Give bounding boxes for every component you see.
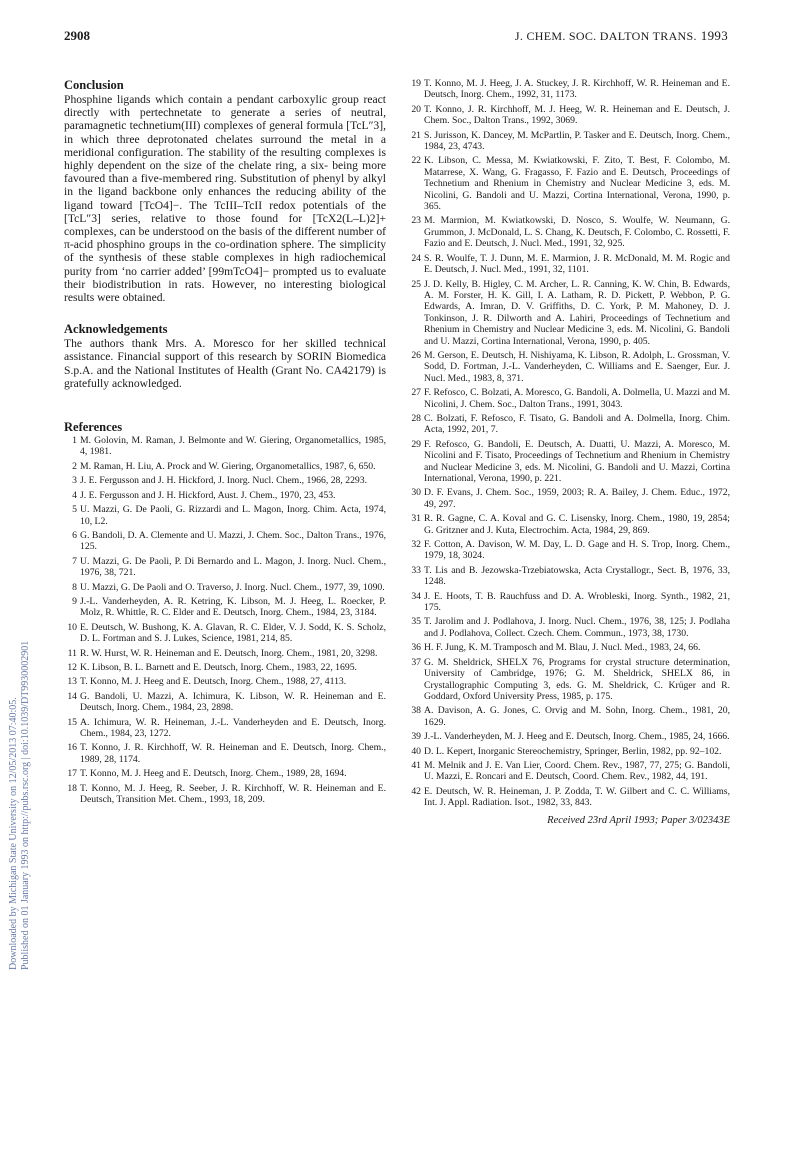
reference-number: 34 — [411, 590, 421, 602]
reference-item — [64, 622, 386, 645]
reference-text: U. Mazzi, G. De Paoli and O. Traverso, J. Inorg. Nucl. Chem., 1977, 39, 1090. — [80, 581, 385, 593]
acknowledgements-heading: Acknowledgements — [64, 322, 168, 337]
reference-text: H. F. Jung, K. M. Tramposch and M. Blau, J. Nucl. Med., 1983, 24, 66. — [424, 642, 701, 654]
reference-number: 27 — [411, 387, 421, 399]
reference-number: 33 — [411, 564, 421, 576]
reference-text: M. Raman, H. Liu, A. Prock and W. Giering, Organometallics, 1987, 6, 650. — [80, 460, 376, 472]
reference-number: 37 — [411, 656, 421, 668]
reference-item — [64, 717, 386, 740]
reference-item — [408, 350, 730, 384]
reference-item — [408, 513, 730, 536]
reference-number: 19 — [411, 78, 421, 89]
reference-number: 25 — [411, 278, 421, 290]
reference-item — [64, 783, 386, 806]
reference-text: G. M. Sheldrick, SHELX 76, Programs for crystal structure determination, University of Cambridge, 1976; G. M. Sheldrick, SHELX 86, in Crystallographic Computing 3, eds. G. M. Sheldrick, C. Krüger and R. Goddard, Oxford University Press, 1985, p. 175. — [424, 656, 730, 702]
reference-item — [408, 539, 730, 562]
reference-item — [408, 487, 730, 510]
reference-number: 11 — [67, 647, 77, 659]
reference-item — [64, 742, 386, 765]
reference-number: 3 — [72, 475, 77, 487]
references-list-right — [408, 78, 730, 809]
references-list-left — [64, 435, 386, 805]
reference-number: 17 — [67, 768, 77, 780]
reference-item — [64, 490, 386, 501]
reference-item — [408, 253, 730, 276]
reference-number: 31 — [411, 513, 421, 525]
reference-text: G. Bandoli, U. Mazzi, A. Ichimura, K. Libson, W. R. Heineman and E. Deutsch, Inorg. Chem., 1984, 23, 2898. — [80, 690, 386, 714]
reference-item — [408, 786, 730, 809]
acknowledgements-text: The authors thank Mrs. A. Moresco for her skilled technical assistance. Financial support of this research by SORIN Biomedica S.p.A. and the National Institutes of Health (Grant No. CA42179) is gratefully acknowledged. — [64, 337, 386, 390]
reference-text: A. Davison, A. G. Jones, C. Orvig and M. Sohn, Inorg. Chem., 1981, 20, 1629. — [424, 705, 730, 728]
reference-item — [408, 439, 730, 485]
reference-item — [408, 705, 730, 728]
reference-number: 32 — [411, 539, 421, 551]
reference-item — [64, 475, 386, 486]
reference-number: 13 — [67, 676, 77, 688]
reference-item — [408, 413, 730, 436]
conclusion-text: Phosphine ligands which contain a pendant carboxylic group react directly with pertechnetate to generate a series of neutral, paramagnetic technetium(III) complexes of general formula [TcL″3], in which three deprotonated chelates surround the metal in a meridional configuration. The stability of the resulting complexes is highly dependent on the size of the chelate ring, a six- being more favoured than a five-membered ring. Substitution of phenyl by alkyl in the ligand backbone only enhances the reducing ability of the ligand toward [TcO4]−. The TcIII–TcII redox potentials of the [TcL″3] series, relative to those found for [TcX2(L–L)2]+ complexes, can be understood on the basis of the different number of π-acid phosphino groups in the co-ordination sphere. The simplicity of the synthesis of these stable complexes in high radiochemical purity from ‘no carrier added’ [99mTcO4]− prompted us to evaluate their biodistribution in rats. However, no interesting biological results were obtained. — [64, 93, 386, 305]
reference-number: 29 — [411, 438, 421, 450]
reference-text: K. Libson, B. L. Barnett and E. Deutsch, Inorg. Chem., 1983, 22, 1695. — [80, 661, 357, 673]
reference-text: R. W. Hurst, W. R. Heineman and E. Deutsch, Inorg. Chem., 1981, 20, 3298. — [80, 647, 378, 659]
reference-item — [408, 731, 730, 742]
reference-number: 4 — [72, 489, 77, 501]
reference-number: 38 — [411, 705, 421, 717]
right-column — [408, 78, 730, 826]
reference-text: E. Deutsch, W. Bushong, K. A. Glavan, R. C. Elder, V. J. Sodd, K. S. Scholz, D. L. Fortman and S. J. Lukes, Science, 1981, 214, 85. — [80, 621, 386, 645]
reference-number: 35 — [411, 616, 421, 628]
reference-number: 39 — [411, 731, 421, 743]
reference-number: 30 — [411, 487, 421, 499]
reference-text: T. Konno, J. R. Kirchhoff, W. R. Heineman and E. Deutsch, Inorg. Chem., 1989, 28, 1174. — [80, 742, 386, 765]
reference-number: 2 — [72, 460, 77, 472]
reference-item — [408, 155, 730, 212]
reference-item — [64, 768, 386, 779]
reference-number: 7 — [72, 555, 77, 567]
reference-number: 14 — [67, 690, 77, 702]
reference-item — [64, 556, 386, 579]
reference-text: A. Ichimura, W. R. Heineman, J.-L. Vanderheyden and E. Deutsch, Inorg. Chem., 1984, 23, 1272. — [80, 716, 386, 739]
received-line: Received 23rd April 1993; Paper 3/02343E — [547, 814, 730, 826]
reference-text: C. Bolzati, F. Refosco, F. Tisato, G. Bandoli and A. Dolmella, Inorg. Chim. Acta, 1992, 201, 7. — [424, 412, 730, 436]
reference-text: T. Jarolim and J. Podlahova, J. Inorg. Nucl. Chem., 1976, 38, 125; J. Podlaha and J. Podlahova, Collect. Czech. Chem. Commun., 1973, 38, 1730. — [424, 616, 730, 639]
reference-item — [64, 691, 386, 714]
reference-item — [408, 746, 730, 757]
reference-text: S. R. Woulfe, T. J. Dunn, M. E. Marmion, J. R. McDonald, M. M. Rogic and E. Deutsch, J. Nucl. Med., 1991, 32, 1101. — [424, 252, 730, 276]
reference-item — [64, 582, 386, 593]
reference-item — [408, 279, 730, 347]
reference-number: 9 — [72, 595, 77, 607]
reference-item — [408, 657, 730, 703]
reference-item — [64, 596, 386, 619]
reference-item — [408, 760, 730, 783]
reference-number: 16 — [67, 742, 77, 754]
journal-running-head — [515, 28, 728, 44]
reference-number: 28 — [411, 412, 421, 424]
reference-text: J. E. Fergusson and J. H. Hickford, J. Inorg. Nucl. Chem., 1966, 28, 2293. — [80, 475, 368, 487]
reference-item — [408, 642, 730, 653]
reference-item — [408, 387, 730, 410]
reference-text: E. Deutsch, W. R. Heineman, J. P. Zodda, T. W. Gilbert and C. C. Williams, Int. J. Appl. Radiation. Isot., 1982, 33, 843. — [424, 785, 730, 809]
reference-number: 23 — [411, 215, 421, 227]
reference-text: M. Marmion, M. Kwiatkowski, D. Nosco, S. Woulfe, W. Neumann, G. Grummon, J. McDonald, L. S. Chang, K. Deutsch, F. Colombo, C. Rossetti, F. Fazio and E. Deutsch, J. Nucl. Med., 1991, 32, 925. — [424, 215, 730, 250]
reference-text: T. Konno, M. J. Heeg and E. Deutsch, Inorg. Chem., 1989, 28, 1694. — [80, 768, 347, 780]
reference-item — [64, 662, 386, 673]
reference-number: 42 — [411, 785, 421, 797]
reference-number: 5 — [72, 504, 77, 516]
reference-text: R. R. Gagne, C. A. Koval and G. C. Lisensky, Inorg. Chem., 1980, 19, 2854; G. Gritzner and J. Kuta, Electrochim. Acta, 1984, 29, 869. — [424, 513, 730, 536]
reference-text: S. Jurisson, K. Dancey, M. McPartlin, P. Tasker and E. Deutsch, Inorg. Chem., 1984, 23, 4743. — [424, 129, 730, 153]
reference-item — [64, 504, 386, 527]
reference-item — [64, 676, 386, 687]
reference-item — [408, 104, 730, 127]
reference-text: F. Cotton, A. Davison, W. M. Day, L. D. Gage and H. S. Trop, Inorg. Chem., 1979, 18, 3024. — [424, 539, 730, 562]
reference-item — [64, 435, 386, 458]
reference-item — [64, 530, 386, 553]
reference-text: M. Golovin, M. Raman, J. Belmonte and W. Giering, Organometallics, 1985, 4, 1981. — [80, 435, 386, 458]
reference-text: F. Refosco, G. Bandoli, E. Deutsch, A. Duatti, U. Mazzi, A. Moresco, M. Nicolini and F. Tisato, Proceedings of Technetium and Rhenium in Chemistry and Nuclear Medicine 3, eds. M. Nicolini, G. Bandoli and U. Mazzi, Cortina International, Verona, 1990, p. 221. — [424, 438, 730, 484]
references-heading: References — [64, 420, 123, 435]
page-header — [64, 28, 728, 46]
reference-item — [408, 591, 730, 614]
reference-number: 24 — [411, 252, 421, 264]
reference-item — [64, 648, 386, 659]
reference-number: 40 — [411, 745, 421, 757]
reference-text: J.-L. Vanderheyden, M. J. Heeg and E. Deutsch, Inorg. Chem., 1985, 24, 1666. — [424, 731, 730, 743]
page-number: 2908 — [64, 28, 90, 43]
reference-text: G. Bandoli, D. A. Clemente and U. Mazzi, J. Chem. Soc., Dalton Trans., 1976, 125. — [80, 529, 386, 553]
download-sidebar — [8, 200, 34, 970]
reference-text: K. Libson, C. Messa, M. Kwiatkowski, F. Zito, T. Best, F. Colombo, M. Matarrese, X. Wang, G. Fragasso, F. Fazio and E. Deutsch, Proceedings of Technetium and Rhenium in Chemistry and Nuclear Medicine 3, eds. M. Nicolini, G. Bandoli and U. Mazzi, Cortina International, Verona, 1990, p. 365. — [424, 155, 730, 213]
reference-text: T. Lis and B. Jezowska-Trzebiatowska, Acta Crystallogr., Sect. B, 1976, 33, 1248. — [424, 564, 730, 588]
reference-text: U. Mazzi, G. De Paoli, G. Rizzardi and L. Magon, Inorg. Chim. Acta, 1974, 10, L2. — [80, 504, 386, 527]
reference-text: D. L. Kepert, Inorganic Stereochemistry, Springer, Berlin, 1982, pp. 92–102. — [424, 745, 722, 757]
reference-number: 6 — [72, 529, 77, 541]
reference-number: 8 — [72, 581, 77, 593]
reference-number: 21 — [411, 129, 421, 141]
journal-name: J. CHEM. SOC. DALTON TRANS. — [514, 29, 697, 43]
reference-text: J. E. Hoots, T. B. Rauchfuss and D. A. Wrobleski, Inorg. Synth., 1982, 21, 175. — [424, 590, 730, 614]
reference-text: U. Mazzi, G. De Paoli, P. Di Bernardo and L. Magon, J. Inorg. Nucl. Chem., 1976, 38, 721. — [80, 555, 386, 579]
reference-item — [64, 461, 386, 472]
reference-item — [408, 130, 730, 153]
reference-text: J.-L. Vanderheyden, A. R. Ketring, K. Libson, M. J. Heeg, L. Roecker, P. Molz, R. Whittle, R. C. Elder and E. Deutsch, Inorg. Chem., 1984, 23, 3184. — [80, 595, 386, 619]
reference-text: T. Konno, M. J. Heeg, J. A. Stuckey, J. R. Kirchhoff, W. R. Heineman and E. Deutsch, Inorg. Chem., 1992, 31, 1173. — [424, 78, 730, 101]
download-notice[interactable]: Downloaded by Michigan State University on 12/05/2013 07:40:05. — [8, 697, 19, 970]
reference-text: F. Refosco, C. Bolzati, A. Moresco, G. Bandoli, A. Dolmella, U. Mazzi and M. Nicolini, J. Chem. Soc., Dalton Trans., 1991, 3043. — [424, 387, 730, 410]
reference-text: T. Konno, M. J. Heeg and E. Deutsch, Inorg. Chem., 1988, 27, 4113. — [80, 676, 347, 688]
reference-text: D. F. Evans, J. Chem. Soc., 1959, 2003; R. A. Bailey, J. Chem. Educ., 1972, 49, 297. — [424, 487, 730, 510]
reference-number: 12 — [67, 661, 77, 673]
reference-item — [408, 616, 730, 639]
reference-text: T. Konno, J. R. Kirchhoff, M. J. Heeg, W. R. Heineman and E. Deutsch, J. Chem. Soc., Dalton Trans., 1992, 3069. — [424, 103, 730, 127]
reference-number: 1 — [72, 435, 77, 447]
journal-year: 1993 — [700, 28, 728, 43]
reference-number: 22 — [411, 155, 421, 167]
reference-number: 10 — [67, 621, 77, 633]
reference-text: J. D. Kelly, B. Higley, C. M. Archer, L. R. Canning, K. W. Chin, B. Edwards, A. M. Forster, H. K. Gill, I. A. Latham, R. D. Pickett, P. Webbon, P. G. Edwards, A. Imran, D. V. Griffiths, D. C. York, P. M. Mahoney, D. J. Tonkinson, J. R. Dilworth and A. Lahiri, Proceedings of Technetium and Rhenium in Chemistry and Nuclear Medicine 3, eds. M. Nicolini, G. Bandoli and U. Mazzi, Cortina International, Verona, 1990, p. 405. — [424, 278, 730, 347]
reference-number: 18 — [67, 782, 77, 794]
doi-notice[interactable]: Published on 01 January 1993 on http://pubs.rsc.org | doi:10.1039/DT9930002901 — [20, 640, 31, 970]
reference-text: J. E. Fergusson and J. H. Hickford, Aust. J. Chem., 1970, 23, 453. — [80, 489, 336, 501]
reference-number: 36 — [411, 642, 421, 654]
reference-number: 20 — [411, 103, 421, 115]
reference-text: M. Melnik and J. E. Van Lier, Coord. Chem. Rev., 1987, 77, 275; G. Bandoli, U. Mazzi, E. Roncari and E. Deutsch, Coord. Chem. Rev., 1982, 44, 191. — [424, 759, 730, 783]
conclusion-heading: Conclusion — [64, 78, 124, 92]
reference-item — [408, 78, 730, 101]
reference-text: T. Konno, M. J. Heeg, R. Seeber, J. R. Kirchhoff, W. R. Heineman and E. Deutsch, Transition Met. Chem., 1993, 18, 209. — [80, 782, 386, 806]
reference-text: M. Gerson, E. Deutsch, H. Nishiyama, K. Libson, R. Adolph, L. Grossman, V. Sodd, D. Fortman, J.-L. Vanderheyden, C. Williams and E. Saenger, Eur. J. Nucl. Med., 1983, 8, 371. — [424, 349, 730, 384]
reference-number: 15 — [67, 716, 77, 728]
reference-number: 41 — [411, 759, 421, 771]
reference-item — [408, 565, 730, 588]
reference-number: 26 — [411, 349, 421, 361]
reference-item — [408, 215, 730, 249]
left-column — [64, 78, 386, 808]
